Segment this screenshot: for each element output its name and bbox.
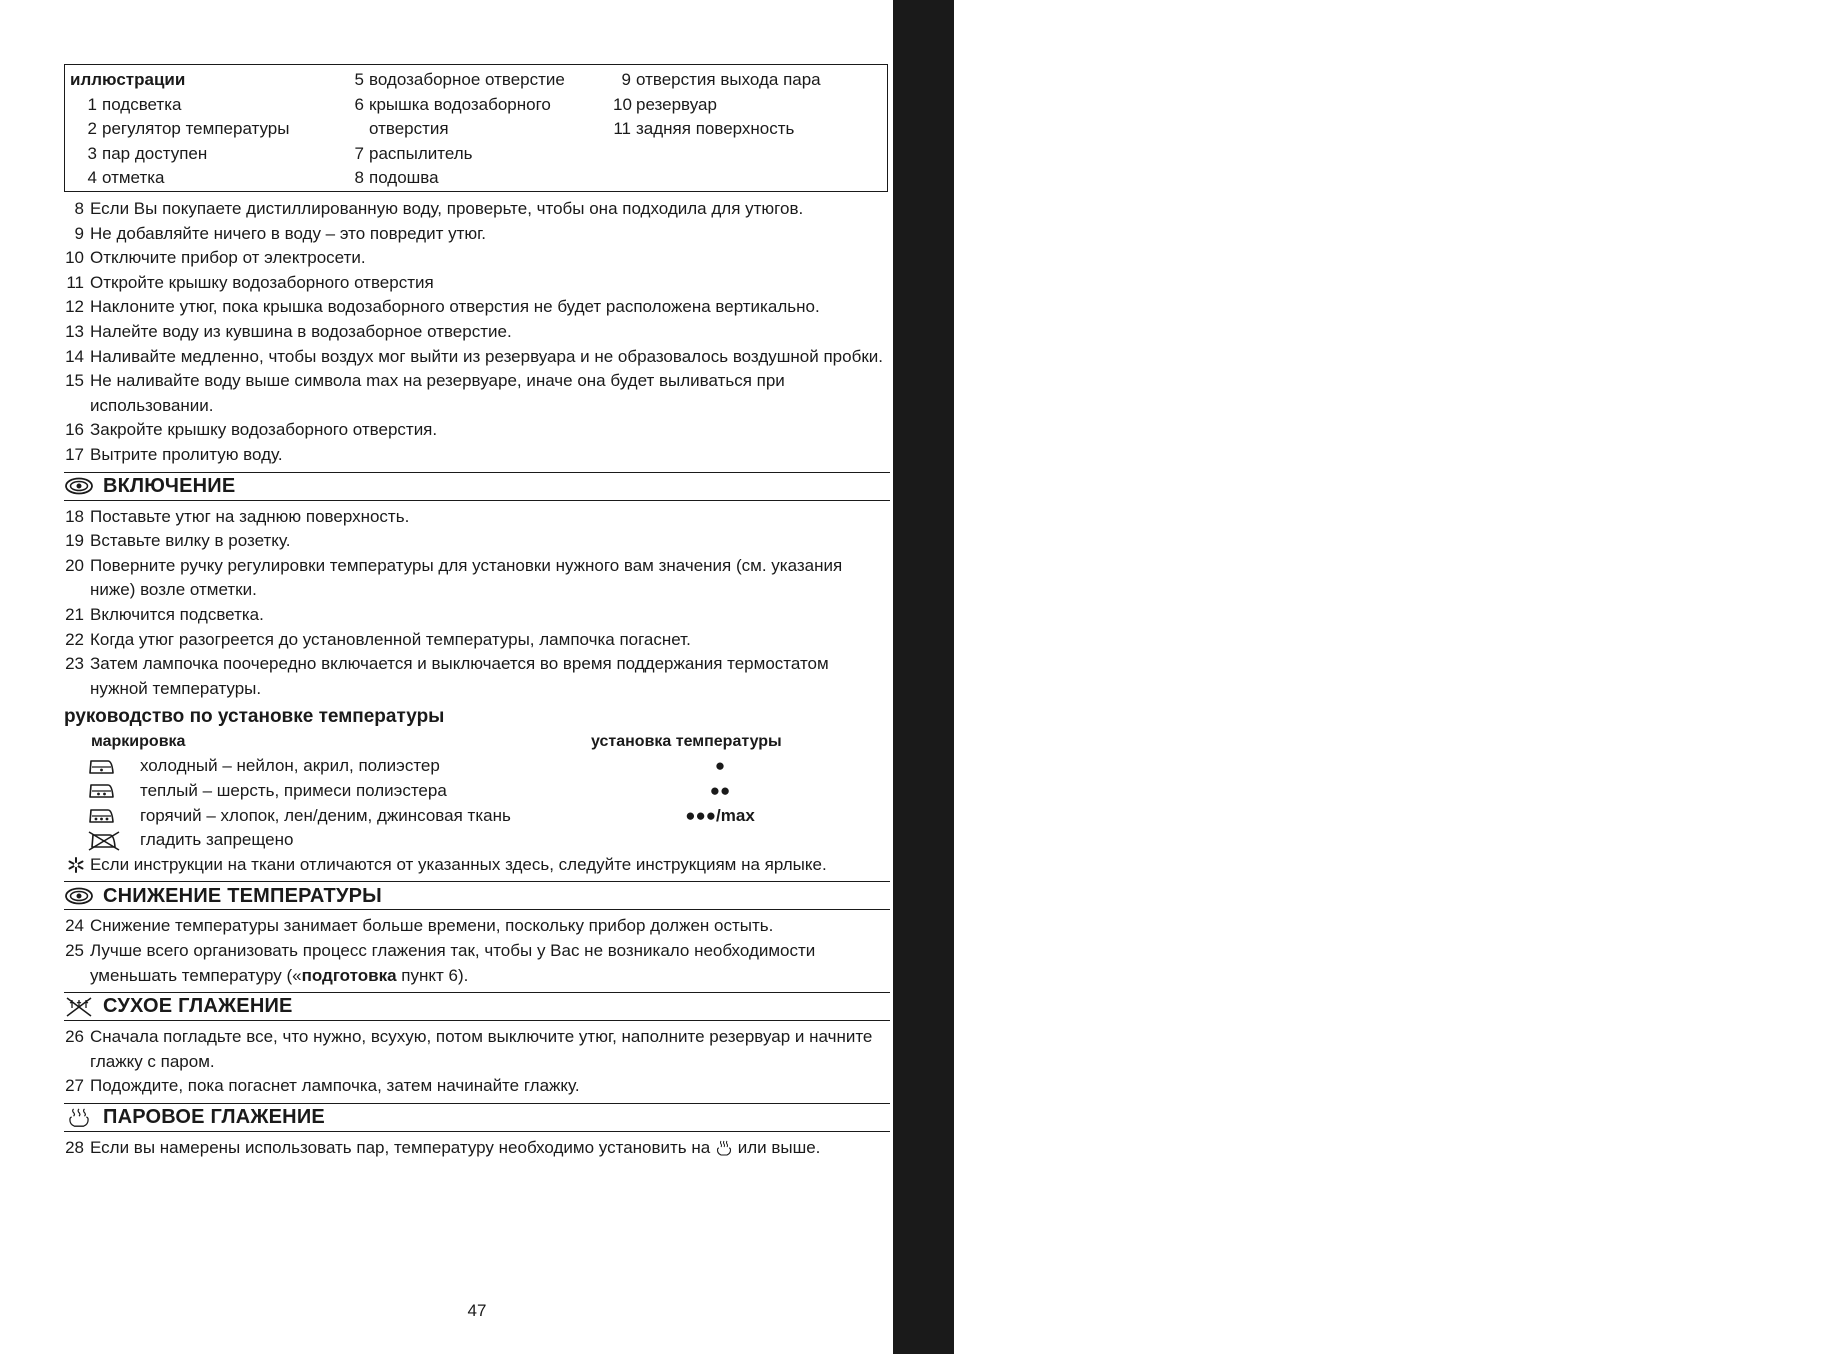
step-text-part: или выше. — [732, 1138, 821, 1157]
dry-iron-crossed-icon — [64, 997, 94, 1017]
list-item — [64, 1025, 890, 1074]
main-content — [64, 197, 890, 1164]
item-text: резервуар — [636, 94, 717, 114]
item-number: 10 — [613, 94, 632, 114]
list-item — [64, 505, 890, 530]
step-text — [90, 939, 890, 988]
item-number: 2 — [87, 119, 97, 139]
temp-guide-title: руководство по установке температуры — [64, 706, 445, 728]
step-text-bold: подготовка — [301, 965, 397, 985]
section-header-lower — [64, 881, 890, 910]
section-header-dry — [64, 992, 890, 1021]
step-text: Наклоните утюг, пока крышка водозаборного отверстия не будет расположена вертикально. — [90, 297, 820, 317]
item-number: 7 — [354, 143, 364, 163]
list-item — [64, 914, 890, 939]
step-text: Вставьте вилку в розетку. — [90, 531, 291, 551]
step-number: 11 — [66, 272, 84, 292]
step-text-part: пункт 6). — [396, 965, 469, 985]
step-text: Закройте крышку водозаборного отверстия. — [90, 420, 438, 440]
step-number: 27 — [65, 1076, 84, 1096]
list-item — [70, 166, 350, 191]
list-item — [613, 68, 883, 93]
illustrations-col-2 — [348, 68, 610, 191]
item-text: задняя поверхность — [636, 119, 795, 139]
row-setting: ● — [714, 756, 726, 776]
list-item — [64, 628, 890, 653]
illustrations-box — [64, 64, 888, 192]
row-setting: ●● — [709, 781, 731, 801]
list-item — [64, 443, 890, 468]
list-item — [64, 295, 890, 320]
item-text: пар доступен — [102, 143, 208, 163]
step-text: Подождите, пока погаснет лампочка, затем начинайте глажку. — [90, 1076, 580, 1096]
step-number: 20 — [65, 555, 84, 575]
section-header-on — [64, 472, 890, 501]
list-item — [348, 68, 610, 93]
list-item — [613, 117, 883, 142]
list-item — [64, 1136, 890, 1164]
step-number: 25 — [65, 941, 84, 961]
step-text: Поставьте утюг на заднюю поверхность. — [90, 506, 410, 526]
side-tab — [893, 0, 1835, 1354]
row-label: гладить запрещено — [140, 830, 294, 850]
asterisk-icon — [64, 853, 84, 878]
item-text: регулятор температуры — [102, 119, 290, 139]
step-number: 19 — [65, 531, 84, 551]
item-text: водозаборное отверстие — [369, 70, 565, 89]
list-item — [64, 320, 890, 345]
item-number: 1 — [87, 94, 97, 114]
step-number: 21 — [65, 604, 84, 624]
step-number: 23 — [65, 654, 84, 674]
table-row — [64, 804, 890, 829]
section-title: СНИЖЕНИЕ ТЕМПЕРАТУРЫ — [103, 884, 382, 907]
list-item — [64, 271, 890, 296]
iron-three-dots-icon — [64, 807, 140, 825]
step-number: 13 — [65, 321, 84, 341]
step-number: 24 — [65, 916, 84, 936]
list-item — [64, 369, 890, 418]
item-text: отверстия выхода пара — [636, 70, 821, 89]
iron-one-dot-icon — [64, 758, 140, 776]
section-title: ВКЛЮЧЕНИЕ — [103, 474, 236, 497]
item-text: крышка водозаборного — [369, 94, 551, 114]
item-number: 4 — [87, 168, 97, 188]
step-number: 17 — [65, 444, 84, 464]
steam-icon — [64, 1108, 94, 1128]
col-setting: установка температуры — [591, 732, 782, 750]
list-item — [64, 246, 890, 271]
step-text: Сначала погладьте все, что нужно, всухую, потом выключите утюг, наполните резервуар и начните глажку с паром. — [90, 1027, 873, 1071]
page-number: 47 — [467, 1301, 487, 1320]
step-text: Не добавляйте ничего в воду – это повредит утюг. — [90, 223, 486, 243]
list-item — [64, 1074, 890, 1099]
list-item — [348, 142, 610, 167]
step-number: 12 — [65, 297, 84, 317]
item-number: 11 — [613, 119, 631, 139]
illustrations-heading: иллюстрации — [70, 70, 186, 89]
item-number — [348, 117, 364, 142]
step-text: Отключите прибор от электросети. — [90, 248, 366, 268]
step-text: Когда утюг разогреется до установленной температуры, лампочка погаснет. — [90, 629, 691, 649]
iron-two-dots-icon — [64, 782, 140, 800]
switch-on-steps — [64, 505, 890, 702]
illustrations-col-3 — [613, 68, 883, 142]
note-text: Если инструкции на ткани отличаются от указанных здесь, следуйте инструкциям на ярлыке. — [90, 854, 827, 874]
list-item — [348, 93, 610, 118]
col-marking: маркировка — [91, 732, 186, 750]
illustrations-col-1 — [70, 68, 350, 191]
filling-steps — [64, 197, 890, 468]
step-text: Наливайте медленно, чтобы воздух мог выйти из резервуара и не образовалось воздушной пробки. — [90, 346, 883, 366]
step-text: Если Вы покупаете дистиллированную воду, проверьте, чтобы она подходила для утюгов. — [90, 199, 804, 218]
table-row — [64, 754, 890, 779]
step-text: Налейте воду из кувшина в водозаборное отверстие. — [90, 321, 512, 341]
lower-temp-steps — [64, 914, 890, 988]
row-label: горячий – хлопок, лен/деним, джинсовая ткань — [140, 805, 511, 825]
item-number: 6 — [354, 94, 364, 114]
step-number: 9 — [74, 223, 84, 243]
step-number: 16 — [65, 420, 84, 440]
row-label: холодный – нейлон, акрил, полиэстер — [140, 756, 440, 776]
step-number: 8 — [74, 199, 84, 218]
item-text: распылитель — [369, 143, 473, 163]
eye-icon — [64, 476, 94, 496]
list-item — [70, 142, 350, 167]
step-number: 18 — [65, 506, 84, 526]
row-label: теплый – шерсть, примеси полиэстера — [140, 781, 447, 801]
step-text-part: Лучше всего организовать процесс глажения так, чтобы у Вас не возникало необходимости уменьшать температуру (« — [90, 941, 816, 985]
row-setting: ●●●/max — [685, 805, 755, 825]
temp-guide-header — [64, 730, 890, 755]
label-note — [64, 853, 890, 878]
table-row — [64, 828, 890, 853]
iron-crossed-icon — [64, 831, 140, 851]
item-text: отверстия — [369, 119, 449, 139]
item-number: 8 — [354, 168, 364, 188]
step-number: 10 — [65, 248, 84, 268]
item-number: 9 — [621, 70, 631, 89]
list-item — [64, 529, 890, 554]
step-number: 14 — [65, 346, 84, 366]
list-item — [613, 93, 883, 118]
step-number: 26 — [65, 1027, 84, 1047]
step-text: Затем лампочка поочередно включается и выключается во время поддержания термостатом нужной температуры. — [90, 654, 829, 698]
table-row — [64, 779, 890, 804]
list-item — [64, 939, 890, 988]
list-item — [348, 117, 610, 142]
step-text: Откройте крышку водозаборного отверстия — [90, 272, 434, 292]
item-text: подошва — [369, 168, 439, 188]
list-item — [70, 93, 350, 118]
item-number: 5 — [354, 70, 364, 89]
list-item — [348, 166, 610, 191]
list-item — [64, 222, 890, 247]
step-text: Поверните ручку регулировки температуры для установки нужного вам значения (см. указания ниже) возле отметки. — [90, 555, 843, 600]
list-item — [70, 117, 350, 142]
item-text: отметка — [102, 168, 165, 188]
list-item — [64, 197, 890, 222]
step-number: 22 — [65, 629, 84, 649]
list-item — [64, 418, 890, 443]
section-header-steam — [64, 1103, 890, 1132]
dry-ironing-steps — [64, 1025, 890, 1099]
list-item — [64, 345, 890, 370]
section-title: СУХОЕ ГЛАЖЕНИЕ — [103, 995, 293, 1018]
list-item — [64, 652, 890, 701]
eye-icon — [64, 886, 94, 906]
step-text: Снижение температуры занимает больше времени, поскольку прибор должен остыть. — [90, 916, 774, 936]
step-number: 28 — [65, 1138, 84, 1157]
step-text-part: Если вы намерены использовать пар, температуру необходимо установить на — [90, 1138, 715, 1157]
list-item — [64, 554, 890, 603]
step-text: Включится подсветка. — [90, 604, 264, 624]
step-text: Вытрите пролитую воду. — [90, 444, 283, 464]
item-text: подсветка — [102, 94, 182, 114]
step-text: Не наливайте воду выше символа max на резервуаре, иначе она будет выливаться при использовании. — [90, 371, 785, 415]
list-item — [64, 603, 890, 628]
step-number: 15 — [65, 371, 84, 391]
step-text — [90, 1136, 890, 1164]
item-number: 3 — [87, 143, 97, 163]
steam-icon — [715, 1139, 733, 1164]
steam-ironing-steps — [64, 1136, 890, 1164]
side-title: инструкции (Русский) — [1797, 64, 1835, 407]
section-title: ПАРОВОЕ ГЛАЖЕНИЕ — [103, 1106, 325, 1129]
